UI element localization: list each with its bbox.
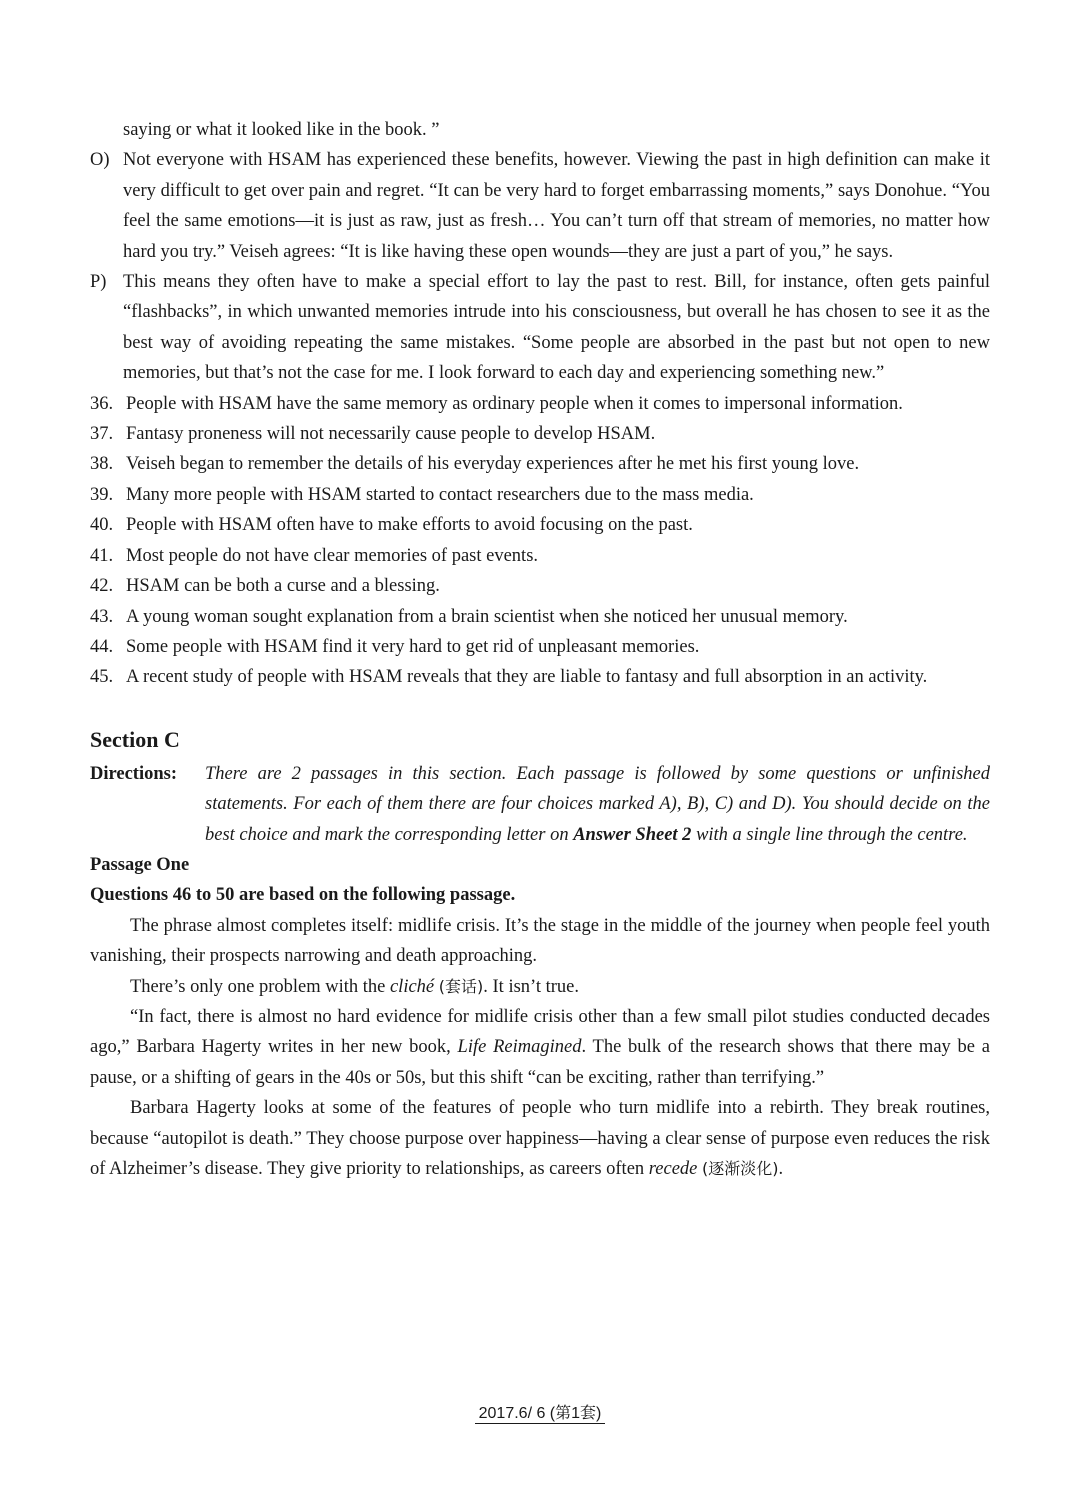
paragraph-3: [90, 1002, 990, 1093]
paragraph-2-italic: cliché: [389, 976, 435, 997]
question-item: [90, 389, 990, 419]
question-item: [90, 419, 990, 449]
question-item: [90, 662, 990, 692]
question-item: [90, 602, 990, 632]
question-text: People with HSAM often have to make efforts to avoid focusing on the past.: [126, 515, 693, 536]
paragraph-3-italic: Life Reimagined: [457, 1037, 582, 1058]
paragraph-3-tail: . The bulk of the research shows that there may be a pause, or a shifting of gears in the 40s or 50s, but this shift “can be exciting, rather than terrifying.”: [90, 1037, 991, 1088]
question-number: 40.: [90, 515, 114, 536]
directions-label: Directions:: [90, 763, 177, 784]
question-item: [90, 449, 990, 479]
page-footer: [440, 1403, 640, 1425]
paragraph-4-tail: .: [778, 1159, 784, 1179]
question-item: [90, 510, 990, 540]
question-number: 36.: [90, 393, 114, 414]
page-number: 2017.6/ 6 (第1套): [475, 1405, 606, 1424]
question-number: 45.: [90, 667, 114, 688]
question-list: [90, 389, 990, 693]
question-number: 41.: [90, 545, 114, 566]
section-title: Section C: [90, 726, 180, 752]
question-text: Some people with HSAM find it very hard to get rid of unpleasant memories.: [126, 636, 700, 657]
question-item: [90, 541, 990, 571]
directions-text: [205, 764, 990, 845]
question-number: 42.: [90, 576, 114, 597]
question-number: 43.: [90, 606, 114, 627]
paragraph-4: [90, 1093, 990, 1184]
question-text: A recent study of people with HSAM reveals that they are liable to fantasy and full absorption in an activity.: [126, 667, 928, 688]
directions-body: There are 2 passages in this section. Each passage is followed by some questions or unfinished statements. For each of them there are four choices marked A), B), C) and D). You should decide on the best choice and mark the corresponding letter on: [205, 763, 990, 845]
paragraph-4-chinese: (逐渐淡化): [702, 1159, 779, 1178]
question-number: 37.: [90, 424, 114, 445]
question-text: HSAM can be both a curse and a blessing.: [126, 576, 440, 597]
directions-tail: with a single line through the centre.: [696, 824, 968, 845]
passage-item-o: [90, 145, 990, 267]
question-text: Veiseh began to remember the details of his everyday experiences after he met his first young love.: [126, 454, 860, 475]
continuation-text: saying or what it looked like in the book. ”: [123, 120, 440, 140]
paragraph-2-text: There’s only one problem with the: [130, 976, 386, 997]
paragraph-2: [90, 972, 990, 1002]
item-label: O): [90, 150, 110, 171]
question-number: 39.: [90, 484, 114, 505]
passage-questions-line: Questions 46 to 50 are based on the following passage.: [90, 885, 516, 906]
question-number: 44.: [90, 636, 114, 657]
paragraph-2-chinese: (套话): [438, 976, 484, 996]
document-page: [90, 115, 990, 1184]
directions-answer-sheet: Answer Sheet 2: [573, 824, 692, 845]
item-label: P): [90, 272, 107, 293]
question-item: [90, 571, 990, 601]
question-text: Fantasy proneness will not necessarily cause people to develop HSAM.: [126, 424, 656, 445]
paragraph-4-text: Barbara Hagerty looks at some of the features of people who turn midlife into a rebirth. They break routines, because “autopilot is death.” They choose purpose over happiness—having a clear sense of purpose even reduces the risk of Alzheimer’s disease. They give priority to relationships, as careers often: [90, 1098, 990, 1179]
paragraph-4-italic: recede: [648, 1159, 698, 1179]
passage-item-p: [90, 267, 990, 389]
question-text: Most people do not have clear memories of past events.: [126, 545, 539, 566]
passage-title: Passage One: [90, 854, 190, 875]
paragraph-2-tail: . It isn’t true.: [483, 976, 580, 997]
paragraph-1: The phrase almost completes itself: midlife crisis. It’s the stage in the middle of the journey when people feel youth vanishing, their prospects narrowing and death approaching.: [90, 915, 990, 967]
item-text: This means they often have to make a special effort to lay the past to rest. Bill, for instance, often gets painful “flashbacks”, in which unwanted memories intrude into his consciousness, but overall he has chosen to see it as the best way of avoiding repeating the same mistakes. “Some people are absorbed in the past but not open to new memories, but that’s not the case for me. I look forward to each day and experiencing something new.”: [123, 272, 990, 384]
question-text: Many more people with HSAM started to contact researchers due to the mass media.: [126, 484, 754, 505]
item-text: Not everyone with HSAM has experienced these benefits, however. Viewing the past in high definition can make it very difficult to get over pain and regret. “It can be very hard to forget embarrassing moments,” says Donohue. “You feel the same emotions—it is just as raw, just as fresh… You can’t turn off that stream of memories, no matter how hard you try.” Veiseh agrees: “It is like having these open wounds—they are just a part of you,” he says.: [123, 150, 990, 262]
question-text: A young woman sought explanation from a brain scientist when she noticed her unusual memory.: [126, 606, 848, 627]
question-item: [90, 632, 990, 662]
directions-block: [90, 759, 990, 850]
question-item: [90, 480, 990, 510]
paragraph-3-text: “In fact, there is almost no hard evidence for midlife crisis other than a few small pilot studies conducted decades ago,” Barbara Hagerty writes in her new book,: [90, 1006, 990, 1058]
question-text: People with HSAM have the same memory as ordinary people when it comes to impersonal information.: [126, 393, 903, 414]
question-number: 38.: [90, 454, 114, 475]
